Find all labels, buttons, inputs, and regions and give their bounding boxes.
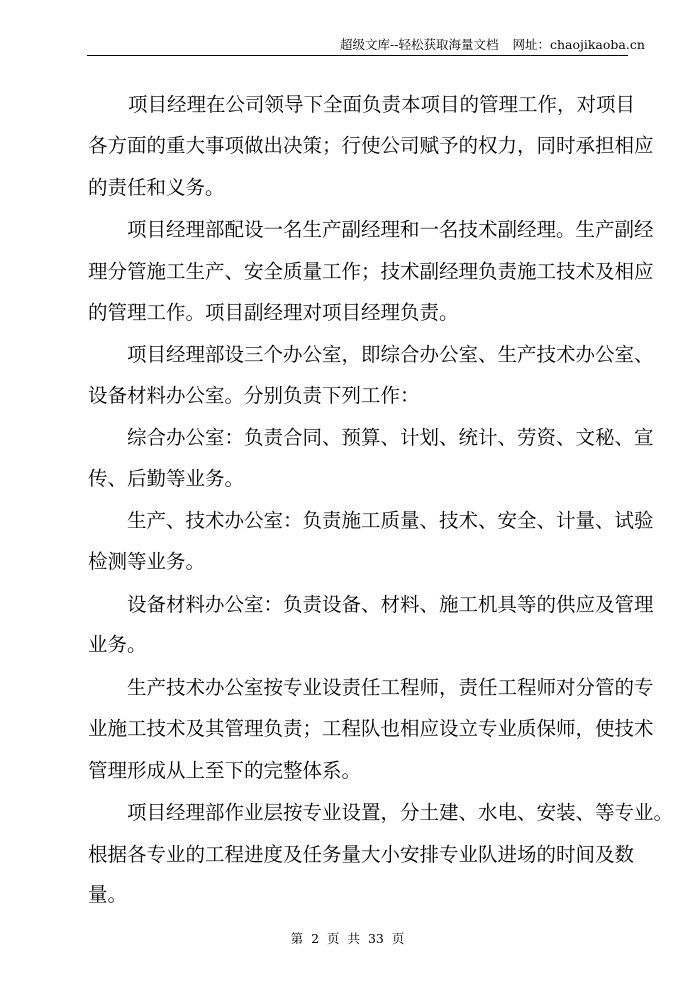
text-line: 的责任和义务。 [88, 176, 225, 199]
text-line: 管理形成从上至下的完整体系。 [88, 759, 362, 782]
text-line: 业施工技术及其管理负责；工程队也相应设立专业质保师，使技术 [88, 717, 654, 740]
text-line: 量。 [88, 883, 128, 906]
text-line: 项目经理在公司领导下全面负责本项目的管理工作，对项目 [128, 93, 636, 116]
text-line: 各方面的重大事项做出决策；行使公司赋予的权力，同时承担相应 [88, 134, 654, 157]
text-line: 项目经理部作业层按专业设置，分土建、水电、安装、等专业。 [127, 801, 674, 824]
text-line: 的管理工作。项目副经理对项目经理负责。 [88, 301, 459, 324]
text-line: 生产技术办公室按专业设责任工程师，责任工程师对分管的专 [127, 676, 654, 699]
page-header [340, 35, 645, 53]
header-rule [87, 55, 628, 56]
text-line: 设备材料办公室。分别负责下列工作： [88, 384, 420, 407]
text-line: 传、后勤等业务。 [88, 467, 245, 490]
text-line: 生产、技术办公室：负责施工质量、技术、安全、计量、试验 [127, 509, 654, 532]
page-number: 第 2 页 共 33 页 [290, 931, 405, 946]
text-line: 设备材料办公室：负责设备、材料、施工机具等的供应及管理 [127, 593, 654, 616]
header-site: 网址：chaojikaoba.cn [512, 37, 645, 52]
text-line: 项目经理部配设一名生产副经理和一名技术副经理。生产副经 [127, 218, 654, 241]
text-line: 项目经理部设三个办公室，即综合办公室、生产技术办公室、 [127, 343, 654, 366]
text-line: 业务。 [88, 633, 147, 656]
text-line: 综合办公室：负责合同、预算、计划、统计、劳资、文秘、宣 [127, 426, 654, 449]
text-line: 理分管施工生产、安全质量工作；技术副经理负责施工技术及相应 [88, 260, 654, 283]
text-line: 根据各专业的工程进度及任务量大小安排专业队进场的时间及数 [88, 843, 635, 866]
header-title: 超级文库--轻松获取海量文档 [340, 37, 499, 52]
text-line: 检测等业务。 [88, 550, 206, 573]
